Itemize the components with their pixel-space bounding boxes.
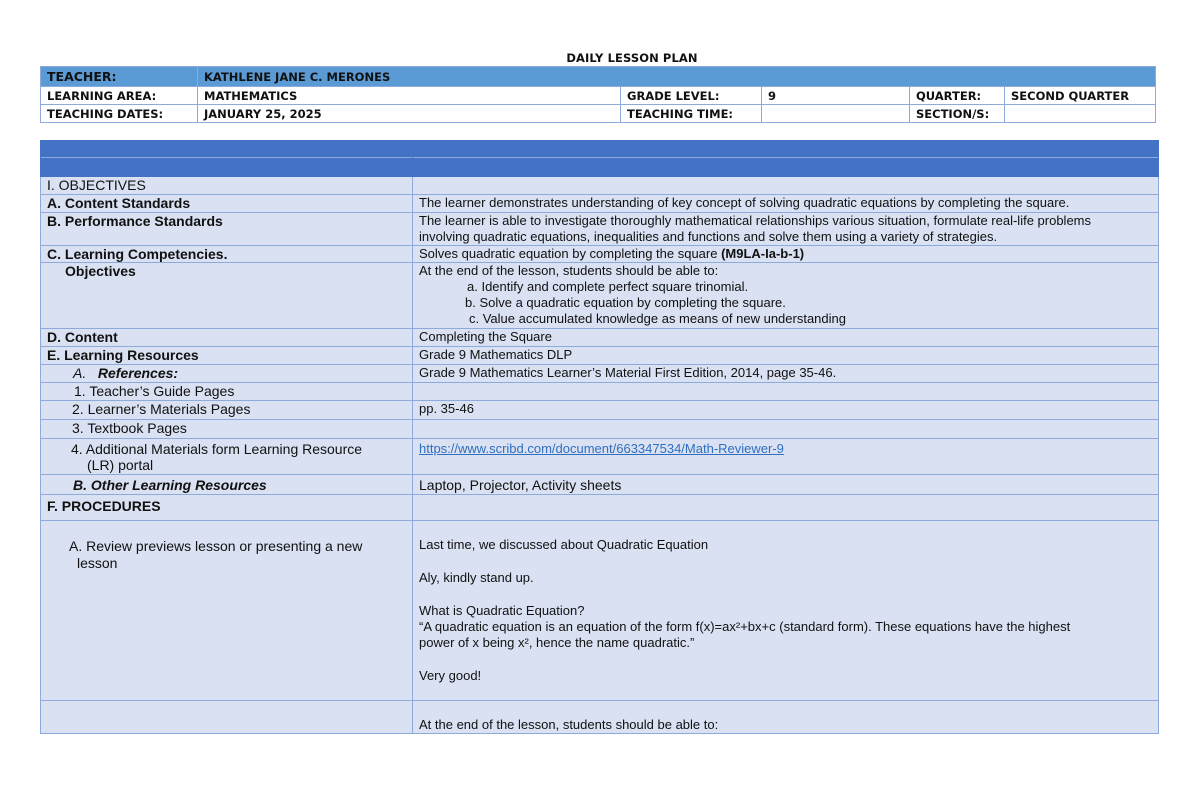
- empty-cell: [41, 701, 413, 734]
- review-line-2: Aly, kindly stand up.: [419, 570, 534, 585]
- table-row: [41, 495, 1159, 521]
- header-cell-left: [41, 141, 413, 177]
- performance-standards-value: [413, 213, 1159, 246]
- table-row: [41, 701, 1159, 734]
- grade-level-value: 9: [762, 87, 910, 105]
- objective-c: c. Value accumulated knowledge as means of new understanding: [469, 311, 846, 326]
- next-procedure-text: At the end of the lesson, students should be able to:: [413, 701, 1159, 734]
- review-label: [41, 521, 413, 701]
- teachers-guide-label: 1. Teacher’s Guide Pages: [41, 383, 413, 401]
- objectives-sub-label: Objectives: [41, 263, 413, 329]
- learners-materials-label: 2. Learner’s Materials Pages: [41, 401, 413, 420]
- competencies-label: C. Learning Competencies.: [41, 246, 413, 263]
- learning-area-label: LEARNING AREA:: [41, 87, 198, 105]
- table-header-row: [41, 141, 1159, 177]
- teaching-dates-row: [41, 105, 1156, 123]
- content-standards-value: The learner demonstrates understanding of key concept of solving quadratic equations by completing the square.: [413, 195, 1159, 213]
- references-label: [41, 365, 413, 383]
- competency-text: Solves quadratic equation by completing the square: [419, 246, 718, 261]
- textbook-value: [413, 420, 1159, 439]
- empty-cell: [413, 177, 1159, 195]
- resources-value: Grade 9 Mathematics DLP: [413, 347, 1159, 365]
- learners-materials-value: pp. 35-46: [413, 401, 1159, 420]
- teacher-name: KATHLENE JANE C. MERONES: [198, 67, 1156, 87]
- table-row: [41, 213, 1159, 246]
- review-line-6: Very good!: [419, 668, 482, 683]
- teaching-dates-label: TEACHING DATES:: [41, 105, 198, 123]
- references-value: Grade 9 Mathematics Learner’s Material First Edition, 2014, page 35-46.: [413, 365, 1159, 383]
- review-label-line-1: A. Review previews lesson or presenting a new: [69, 538, 363, 554]
- table-row: [41, 177, 1159, 195]
- header-cell-right: [413, 141, 1159, 177]
- table-row: [41, 365, 1159, 383]
- procedures-label: F. PROCEDURES: [41, 495, 413, 521]
- objective-a: a. Identify and complete perfect square trinomial.: [467, 279, 749, 294]
- table-row: [41, 401, 1159, 420]
- lesson-plan-table: [40, 140, 1159, 734]
- section-label: SECTION/S:: [910, 105, 1005, 123]
- table-row: [41, 263, 1159, 329]
- learning-area-value: MATHEMATICS: [198, 87, 621, 105]
- document-title: DAILY LESSON PLAN: [566, 51, 698, 65]
- textbook-label: 3. Textbook Pages: [41, 420, 413, 439]
- review-line-3: What is Quadratic Equation?: [419, 603, 585, 618]
- teaching-time-label: TEACHING TIME:: [621, 105, 762, 123]
- review-line-4: “A quadratic equation is an equation of the form f(x)=ax²+bx+c (standard form). These equations have the highest: [419, 619, 1071, 634]
- table-row: [41, 521, 1159, 701]
- quarter-value: SECOND QUARTER: [1005, 87, 1156, 105]
- objective-b: b. Solve a quadratic equation by completing the square.: [465, 295, 786, 310]
- resources-label: E. Learning Resources: [41, 347, 413, 365]
- lr-portal-link[interactable]: https://www.scribd.com/document/663347534/Math-Reviewer-9: [419, 441, 784, 456]
- references-text: References:: [97, 365, 179, 381]
- additional-label-line-1: 4. Additional Materials form Learning Resource: [71, 441, 363, 457]
- content-value: Completing the Square: [413, 329, 1159, 347]
- additional-materials-label: [41, 439, 413, 475]
- performance-standards-label: B. Performance Standards: [41, 213, 413, 246]
- review-line-5: power of x being x², hence the name quadratic.”: [419, 635, 695, 650]
- teachers-guide-value: [413, 383, 1159, 401]
- additional-materials-value: [413, 439, 1159, 475]
- header-table: [40, 66, 1156, 123]
- teacher-label: TEACHER:: [41, 67, 198, 87]
- quarter-label: QUARTER:: [910, 87, 1005, 105]
- content-label: D. Content: [41, 329, 413, 347]
- empty-cell: [413, 495, 1159, 521]
- table-row: [41, 195, 1159, 213]
- teacher-row: [41, 67, 1156, 87]
- grade-level-label: GRADE LEVEL:: [621, 87, 762, 105]
- content-standards-label: A. Content Standards: [41, 195, 413, 213]
- competency-value: [413, 246, 1159, 263]
- competency-code: (M9LA-Ia-b-1): [721, 246, 805, 261]
- additional-label-line-2: (LR) portal: [87, 457, 154, 473]
- table-row: [41, 420, 1159, 439]
- table-row: [41, 475, 1159, 495]
- objectives-list: [413, 263, 1159, 329]
- teaching-time-value: [762, 105, 910, 123]
- review-line-1: Last time, we discussed about Quadratic Equation: [419, 537, 709, 552]
- references-letter: A.: [73, 365, 87, 381]
- review-content: [413, 521, 1159, 701]
- other-resources-value: Laptop, Projector, Activity sheets: [413, 475, 1159, 495]
- performance-standards-line-1: The learner is able to investigate thoroughly mathematical relationships various situation, formulate real-life problems: [419, 213, 1092, 228]
- teaching-dates-value: JANUARY 25, 2025: [198, 105, 621, 123]
- table-row: [41, 439, 1159, 475]
- review-label-line-2: lesson: [77, 555, 118, 571]
- performance-standards-line-2: involving quadratic equations, inequalities and functions and solve them using a variety of strategies.: [419, 229, 998, 244]
- objectives-label: I. OBJECTIVES: [41, 177, 413, 195]
- table-row: [41, 383, 1159, 401]
- objectives-intro: At the end of the lesson, students should be able to:: [419, 263, 719, 278]
- table-row: [41, 347, 1159, 365]
- section-value: [1005, 105, 1156, 123]
- learning-area-row: [41, 87, 1156, 105]
- table-row: [41, 246, 1159, 263]
- other-resources-label: B. Other Learning Resources: [41, 475, 413, 495]
- table-row: [41, 329, 1159, 347]
